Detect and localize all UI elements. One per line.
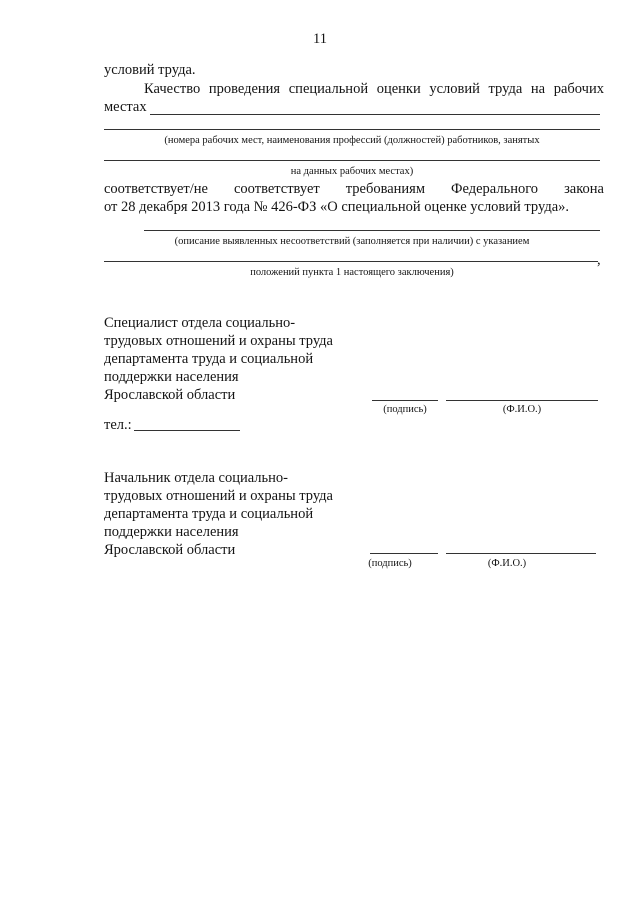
head-title-line: трудовых отношений и охраны труда [104,488,333,504]
head-title-line: Ярославской области [104,542,236,558]
specialist-title-line: Ярославской области [104,387,236,403]
specialist-title-line: трудовых отношений и охраны труда [104,333,333,349]
specialist-signature-label: (подпись) [383,404,427,415]
head-title-line: Начальник отдела социально- [104,470,288,486]
specialist-title-line: поддержки населения [104,369,239,385]
head-name-label: (Ф.И.О.) [487,558,527,569]
mismatch-hint-2: положений пункта 1 настоящего заключения) [250,267,454,278]
phone-label: тел.: [104,417,132,433]
workplaces-fill-line-3[interactable] [104,160,600,161]
intro-tail-text: условий труда. [104,62,196,78]
quality-line-2: местах [104,99,147,115]
quality-line-1: Качество проведения специальной оценки условий труда на рабочих [144,81,604,97]
specialist-title-line: Специалист отдела социально- [104,315,296,331]
workplaces-fill-line-1[interactable] [150,114,600,115]
mismatch-hint-1: (описание выявленных несоответствий (заполняется при наличии) с указанием [174,236,530,247]
head-name-line[interactable] [446,553,596,554]
workplaces-fill-line-2[interactable] [104,129,600,130]
workplaces-hint-2: на данных рабочих местах) [290,166,414,177]
phone-fill-line[interactable] [134,430,240,431]
mismatch-fill-line-1[interactable] [144,230,600,231]
head-title-line: департамента труда и социальной [104,506,314,522]
page-number: 11 [313,31,327,47]
specialist-name-label: (Ф.И.О.) [502,404,542,415]
mismatch-fill-line-2[interactable] [104,261,598,262]
head-title-line: поддержки населения [104,524,239,540]
specialist-name-line[interactable] [446,400,598,401]
head-signature-label: (подпись) [368,558,412,569]
specialist-title-line: департамента труда и социальной [104,351,314,367]
compliance-line-2: от 28 декабря 2013 года № 426-ФЗ «О специальной оценке условий труда». [104,199,570,215]
specialist-signature-line[interactable] [372,400,438,401]
head-signature-line[interactable] [370,553,438,554]
workplaces-hint-1: (номера рабочих мест, наименования профессий (должностей) работников, занятых [164,135,540,146]
trailing-comma: , [597,252,601,268]
compliance-line-1: соответствует/не соответствует требованиям Федерального закона [104,181,604,197]
